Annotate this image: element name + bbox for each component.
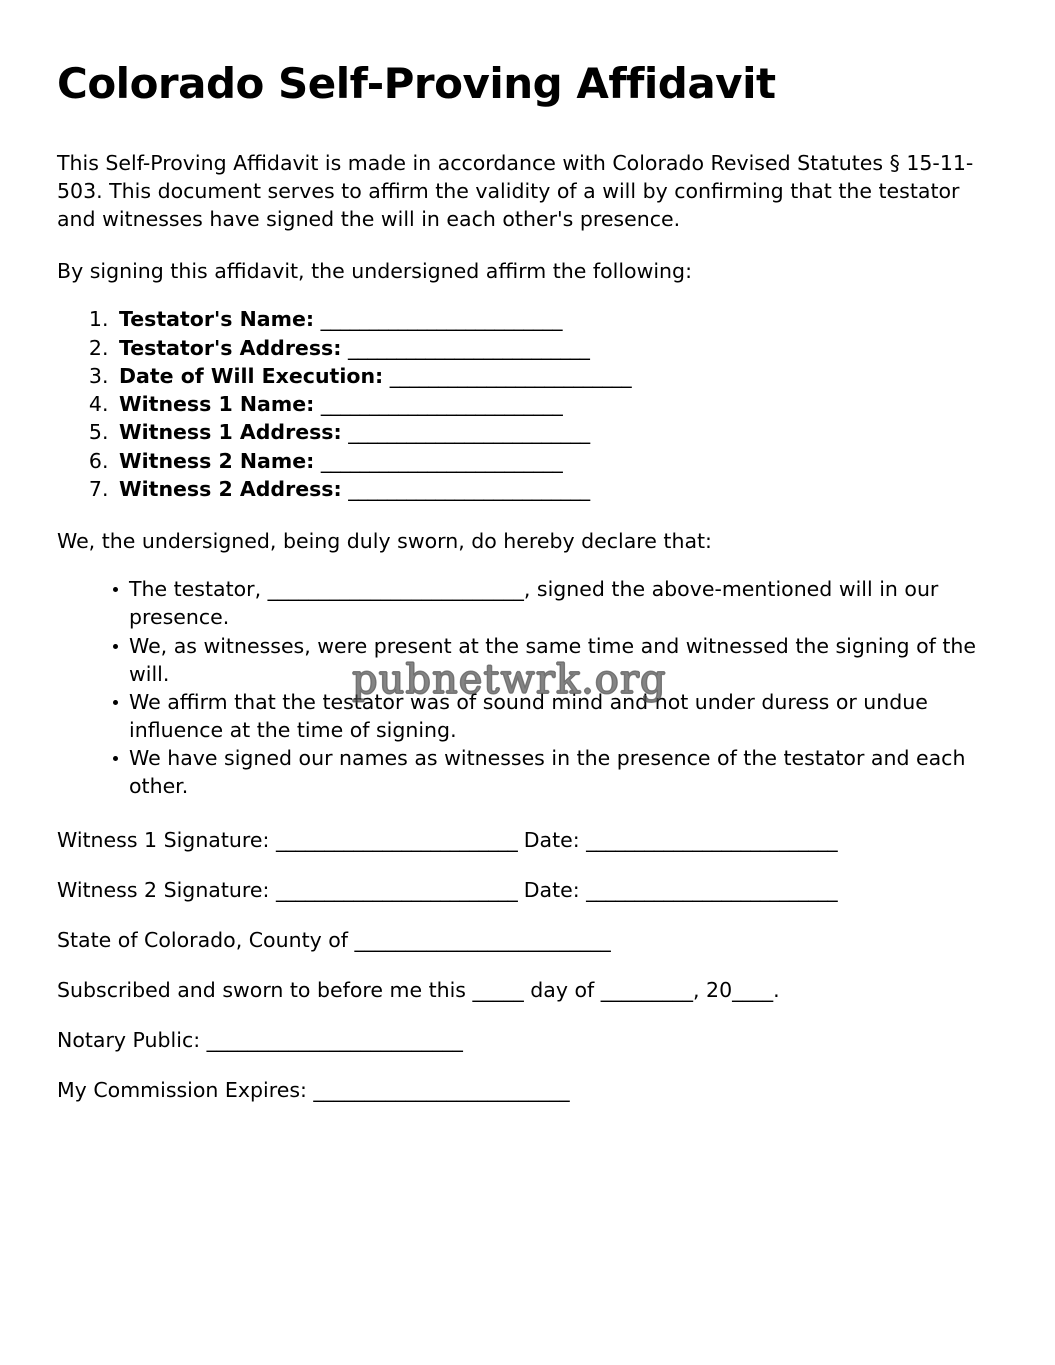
list-item [115,418,980,446]
list-item [115,475,980,503]
list-item [115,390,980,418]
field-label: Witness 1 Name: [119,392,315,417]
affidavit-field-list [57,305,980,503]
field-label: Date of Will Execution: [119,363,384,388]
field-label: Witness 2 Address: [119,477,342,502]
list-item: We affirm that the testator was of sound mind and not under duress or undue influence at the time of signing. [113,688,980,744]
page-title: Colorado Self-Proving Affidavit [57,59,776,108]
field-blank[interactable]: _________________________ [320,392,563,417]
field-blank[interactable]: _________________________ [389,363,632,388]
witness2-date-label: Date: [523,878,580,903]
field-label: Testator's Name: [119,307,315,332]
field-blank[interactable]: _________________________ [320,448,563,473]
field-label: Witness 1 Address: [119,420,342,445]
list-item [115,447,980,475]
witness2-signature-label: Witness 2 Signature: [57,878,270,903]
list-item [115,305,980,333]
list-item: We have signed our names as witnesses in the presence of the testator and each other. [113,744,980,800]
intro-paragraph: This Self-Proving Affidavit is made in accordance with Colorado Revised Statutes § 15-11-503. This document serves to affirm the validity of a will by confirming that the testator and witnesses have signed the will in each other's presence. [57,151,974,232]
witness2-signature-line [57,876,980,904]
witness1-date-label: Date: [523,828,580,853]
witness1-signature-blank[interactable]: _________________________ [275,828,518,853]
declaration-list [57,575,980,800]
witness1-signature-line [57,826,980,854]
affirm-lead-in: By signing this affidavit, the undersigned affirm the following: [57,259,692,284]
list-item: The testator, _________________________, signed the above-mentioned will in our presence. [113,575,980,631]
commission-expires-line: My Commission Expires: _________________________ [57,1078,570,1103]
field-blank[interactable]: _________________________ [348,477,590,502]
field-label: Testator's Address: [119,335,342,360]
watermark-text: pubnetwrk.org [352,657,667,703]
field-blank[interactable]: _________________________ [320,307,562,332]
declare-lead-in: We, the undersigned, being duly sworn, do hereby declare that: [57,529,712,554]
witness2-signature-blank[interactable]: _________________________ [275,878,518,903]
field-blank[interactable]: _________________________ [348,420,590,445]
list-item [115,362,980,390]
subscribed-sworn-line: Subscribed and sworn to before me this _____ day of _________, 20____. [57,978,780,1003]
field-blank[interactable]: _________________________ [347,335,590,360]
list-item [115,334,980,362]
state-county-line: State of Colorado, County of _________________________ [57,928,611,953]
witness1-signature-label: Witness 1 Signature: [57,828,270,853]
list-item: We, as witnesses, were present at the same time and witnessed the signing of the will. [113,632,980,688]
notary-public-line: Notary Public: _________________________ [57,1028,463,1053]
witness2-date-blank[interactable]: __________________________ [586,878,838,903]
witness1-date-blank[interactable]: __________________________ [586,828,838,853]
field-label: Witness 2 Name: [119,448,315,473]
